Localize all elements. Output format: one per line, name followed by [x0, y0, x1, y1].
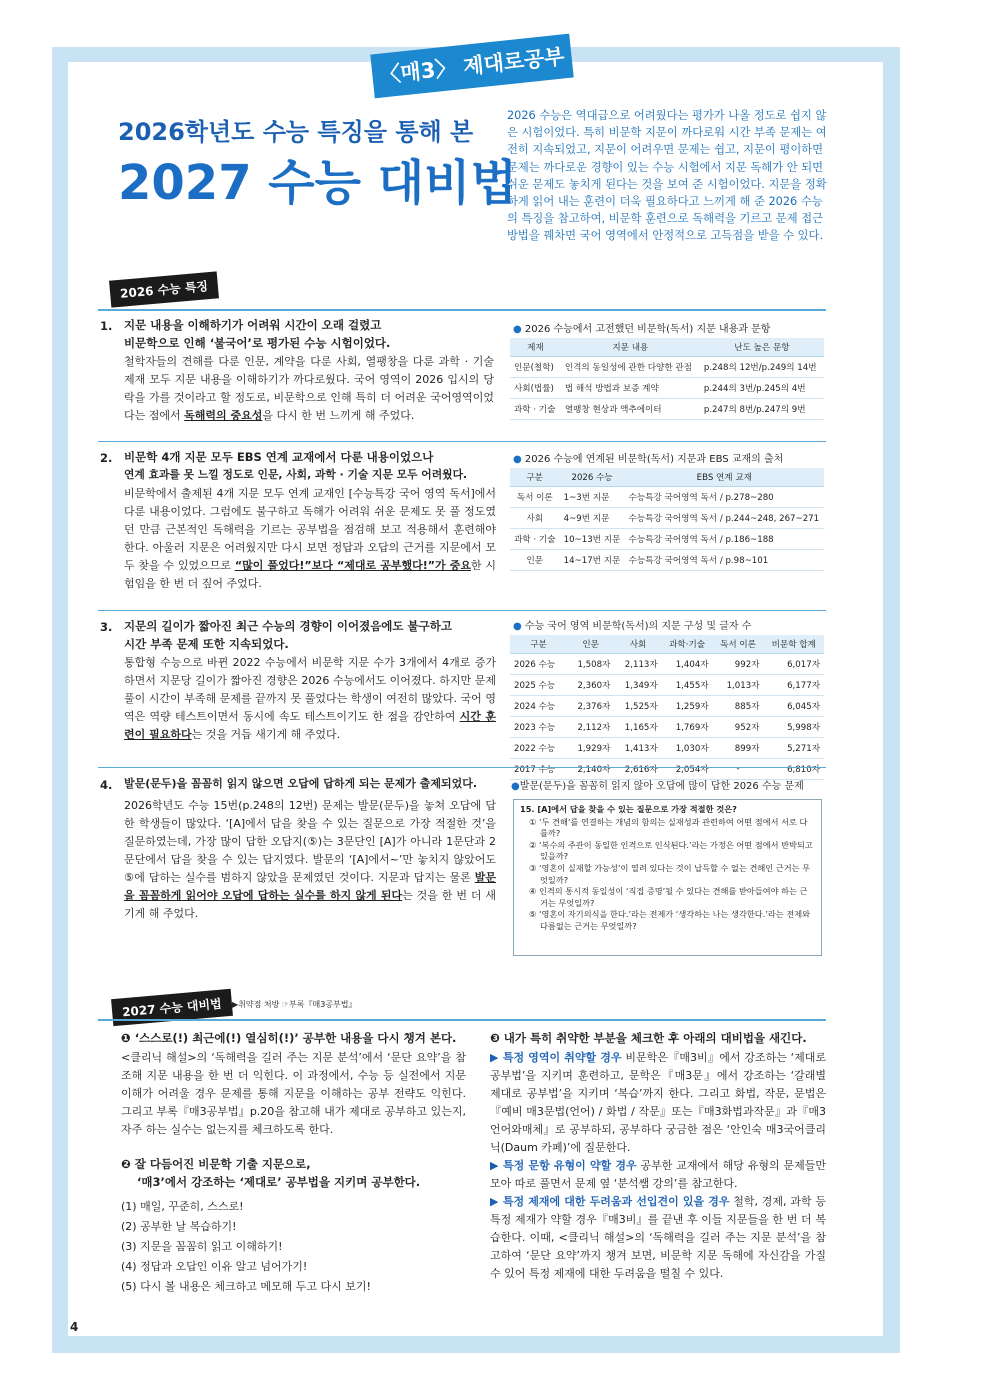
table-cell: 992자 — [713, 654, 764, 675]
table-cell: 14~17번 지문 — [560, 550, 625, 571]
table-row — [510, 399, 824, 420]
table-header: 사회 — [614, 635, 661, 654]
table-row — [510, 675, 824, 696]
caption-text: 발문(문두)을 꼼꼼히 읽지 않아 오답에 많이 답한 2026 수능 문제 — [519, 781, 804, 792]
table-cell: 6,045자 — [763, 696, 824, 717]
table-row — [510, 508, 824, 529]
divider — [98, 441, 826, 442]
body-text: 2026학년도 수능 15번(p.248의 12번) 문제는 발문(문두)을 놓쳐 오답에 답한 학생들이 많았다. ‘[A]에서 답을 찾을 수 있는 질문으로 가장 적절한 것’을 질문하였는데, 가장 많이 답한 오답지(⑤)는 3문단인 [A]가 아니라 1문단과 2문단에서 답을 찾을 수 있는 답지였다. 발문의 ‘[A]에서~’만 놓치지 않았어도 ⑤에 답하는 실수를 범하지 않았을 문제였던 것이다. 지문과 답지는 물론 — [124, 799, 496, 884]
table-header: 구분 — [510, 635, 567, 654]
table-header: 난도 높은 문항 — [700, 338, 824, 357]
point-number: 1. — [100, 319, 113, 333]
table-cell: 2,113자 — [614, 654, 661, 675]
body-emphasis: 독해력의 중요성 — [184, 409, 263, 422]
point-title — [124, 316, 494, 352]
point-title-line: 연계 효과를 못 느낄 정도로 인문, 사회, 과학 · 기술 지문 모두 어려웠다. — [124, 468, 468, 481]
body-text: 통합형 수능으로 바뀐 2022 수능에서 비문학 지문 수가 3개에서 4개로 증가하면서 지문당 길이가 짧아진 경향은 2026 수능에서도 이어졌다. 하지만 문제 풀이 시간이 부족해 문제를 끝까지 못 풀었다는 학생이 여전히 많았다. 국어 영역은 역량 테스트이면서 동시에 속도 테스트이기도 한 점을 감안하여 — [124, 656, 496, 723]
table-cell: 사회 — [510, 508, 560, 529]
list-item: (3) 지문을 꼼꼼히 읽고 이해하기! — [121, 1240, 283, 1253]
plan-item-heading: ❷ 잘 다듬어진 비문학 기출 지문으로, — [121, 1157, 311, 1171]
table-cell: 2,112자 — [567, 717, 614, 738]
table-cell: 독서 이론 — [510, 487, 560, 508]
section-label-features: 2026 수능 특징 — [109, 271, 219, 307]
caption-text: 수능 국어 영역 비문학(독서)의 지문 구성 및 글자 수 — [524, 621, 752, 632]
table-cell: 5,271자 — [763, 738, 824, 759]
table-cell: p.248의 12번/p.249의 14번 — [700, 357, 824, 378]
plan-item-body: 공부한 교재에서 해당 유형의 문제들만 모아 따로 풀면서 문제 옆 ‘분석쌤 강의’를 참고한다. — [490, 1159, 827, 1190]
table-cell: 2,140자 — [567, 759, 614, 780]
list-item: (4) 정답과 오답인 이유 알고 넘어가기! — [121, 1260, 308, 1273]
question-caption: ●발문(문두)을 꼼꼼히 읽지 않아 오답에 많이 답한 2026 수능 문제 — [511, 781, 804, 792]
answer-choice: ② ‘복수의 주관이 동일한 인격으로 인식된다.’라는 가정은 어떤 점에서 반박되고 있을까? — [529, 839, 813, 862]
table-cell: 2026 수능 — [510, 654, 567, 675]
answer-choice: ④ 인격의 통시적 동일성이 ‘직접 증명’될 수 있다는 견해를 받아들여야 하는 근거는 무엇일까? — [529, 886, 808, 908]
table-difficult-items — [510, 338, 824, 420]
plan-subheading: ▶ 특정 문항 유형이 약할 경우 — [490, 1159, 637, 1172]
plan-right-column — [490, 1029, 826, 1283]
table-cell: 1,030자 — [662, 738, 713, 759]
table-row — [510, 738, 824, 759]
table-cell: 과학 · 기술 — [510, 399, 561, 420]
point-number: 2. — [100, 451, 113, 465]
plan-item-body: <클리닉 해설>의 ‘독해력을 길러 주는 지문 분석’에서 ‘문단 요약’을 참조해 지문 내용을 한 번 더 익힌다. 이 과정에서, 수능 등 실전에서 지문 이해가 어려울 경우 문제를 통해 지문을 이해하는 공부 전략도 익힌다. 그리고 부록『매3공부법』p.20을 참고해 내가 제대로 공부하고 있는지, 자주 하는 실수는 없는지를 체크하도록 한다. — [121, 1051, 466, 1136]
table-header: 과학·기술 — [662, 635, 713, 654]
table-cell: 2,360자 — [567, 675, 614, 696]
table-caption: ● 2026 수능에서 고전했던 비문학(독서) 지문 내용과 문항 — [513, 324, 771, 335]
table-cell: 1,259자 — [662, 696, 713, 717]
table-row — [510, 550, 824, 571]
page-number: 4 — [70, 1320, 79, 1334]
plan-subheading: ▶ 특정 제재에 대한 두려움과 선입견이 있을 경우 — [490, 1195, 730, 1208]
table-cell: 1,013자 — [713, 675, 764, 696]
body-text: 는 것을 거듭 새기게 해 주었다. — [191, 728, 341, 741]
answer-choice: ① ‘두 견해’를 연결하는 개념의 함의는 실재성과 관련하여 어떤 점에서 서로 다를까? — [529, 816, 808, 839]
list-item: (5) 다시 볼 내용은 체크하고 메모해 두고 다시 보기! — [121, 1280, 371, 1293]
table-row — [510, 717, 824, 738]
table-cell: 1,165자 — [614, 717, 661, 738]
intro-paragraph: 2026 수능은 역대급으로 어려웠다는 평가가 나올 정도로 쉽지 않은 시험이었다. 특히 비문학 지문이 까다로워 시간 부족 문제는 여전히 지속되었고, 지문이 어려우면 문제는 쉽고, 지문이 평이하면 문제는 까다로운 경향이 있는 수능 시험에서 지문 독해가 안 되면 쉬운 문제도 놓치게 된다는 것을 보여 준 시험이었다. 지문을 정확하게 읽어 내는 훈련이 더욱 필요하다고 느끼게 해 준 2026 수능의 특징을 참고하여, 비문학 훈련으로 독해력을 기르고 문제 접근 방법을 꿰차면 국어 영역에서 안정적으로 고득점을 받을 수 있다. — [507, 109, 827, 243]
point-title-line: 지문의 길이가 짧아진 최근 수능의 경향이 이어졌음에도 불구하고 — [124, 619, 452, 633]
divider — [98, 767, 826, 768]
divider — [98, 1019, 826, 1021]
plan-item-body: 철학, 경제, 과학 등 특정 제재가 약할 경우『매3비』를 끝낸 후 이들 지문들을 한 번 더 복습한다. 이때, <클리닉 해설>의 ‘독해력을 길러 주는 지문 분석’을 참고하여 ‘문단 요약’까지 챙겨 보면, 비문학 지문 독해에 자신감을 가질 수 있어 특정 제재에 대한 두려움을 떨칠 수 있다. — [490, 1195, 826, 1280]
table-cell: 1,525자 — [614, 696, 661, 717]
table-cell: 인문(철학) — [510, 357, 561, 378]
table-cell: 1,455자 — [662, 675, 713, 696]
plan-item-heading: ❶ ‘스스로(!) 최근에(!) 열심히(!)’ 공부한 내용을 다시 챙겨 본다. — [121, 1031, 457, 1045]
point-title-line: 비문학 4개 지문 모두 EBS 연계 교재에서 다룬 내용이었으나 — [124, 450, 434, 464]
point-body — [124, 485, 496, 593]
table-row — [510, 487, 824, 508]
point-title — [124, 617, 496, 653]
table-cell: 2025 수능 — [510, 675, 567, 696]
appendix-note: ▶취약점 처방 ☞부록『매3공부법』 — [232, 1000, 357, 1009]
table-cell: 1,929자 — [567, 738, 614, 759]
table-cell: 열팽창 현상과 액추에이터 — [561, 399, 700, 420]
point-title-line: 지문 내용을 이해하기가 어려워 시간이 오래 걸렸고 — [124, 318, 382, 332]
table-cell: 수능특강 국어영역 독서 / p.244~248, 267~271 — [625, 508, 824, 529]
table-cell: 2,616자 — [614, 759, 661, 780]
answer-choice: ③ ‘영혼이 실재할 가능성’이 열려 있다는 것이 납득할 수 없는 견해인 근거는 무엇일까? — [529, 862, 811, 885]
table-cell: 2,054자 — [662, 759, 713, 780]
table-cell: 인문 — [510, 550, 560, 571]
table-cell: 인격의 동일성에 관한 다양한 관점 — [561, 357, 700, 378]
table-header: EBS 연계 교재 — [625, 468, 824, 487]
table-header: 인문 — [567, 635, 614, 654]
table-ebs-sources — [510, 468, 824, 571]
table-cell: 6,810자 — [763, 759, 824, 780]
table-cell: 1,413자 — [614, 738, 661, 759]
point-title — [124, 448, 496, 484]
table-cell: 6,017자 — [763, 654, 824, 675]
table-cell: 10~13번 지문 — [560, 529, 625, 550]
table-cell: p.244의 3번/p.245의 4번 — [700, 378, 824, 399]
body-text: 한 시험임을 한 번 더 짚어 주었다. — [124, 559, 497, 590]
point-title-line: 시간 부족 문제 또한 지속되었다. — [124, 637, 289, 651]
table-cell: 수능특강 국어영역 독서 / p.186~188 — [625, 529, 824, 550]
table-row — [510, 529, 824, 550]
table-header: 제재 — [510, 338, 561, 357]
table-cell: 4~9번 지문 — [560, 508, 625, 529]
table-header: 독서 이론 — [713, 635, 764, 654]
list-item: (2) 공부한 날 복습하기! — [121, 1220, 237, 1233]
body-text: 을 다시 한 번 느끼게 해 주었다. — [262, 409, 415, 422]
plan-item-heading: ‘매3’에서 강조하는 ‘제대로’ 공부법을 지키며 공부한다. — [137, 1175, 421, 1189]
title-line2: 2027 수능 대비법 — [118, 155, 517, 211]
table-cell: 5,998자 — [763, 717, 824, 738]
table-cell: 1,349자 — [614, 675, 661, 696]
table-cell: 1,404자 — [662, 654, 713, 675]
plan-item-heading: ❸ 내가 특히 취약한 부분을 체크한 후 아래의 대비법을 새긴다. — [490, 1031, 807, 1045]
body-text: 는 것을 한 번 더 새기게 해 주었다. — [124, 889, 496, 920]
answer-choice: ⑤ ‘영혼이 자기의식을 한다.’라는 전제가 ‘생각하는 나는 생각한다.’라는 전제와 다름없는 근거는 무엇일까? — [529, 909, 811, 931]
list-item: (1) 매일, 꾸준히, 스스로! — [121, 1200, 244, 1213]
section-label-plan: 2027 수능 대비법 — [111, 989, 233, 1026]
caption-text: 2026 수능에 연계된 비문학(독서) 지문과 EBS 교재의 출처 — [524, 454, 784, 465]
point-title-line: 비문학으로 인해 ‘불국어’로 평가된 수능 시험이었다. — [124, 336, 391, 350]
table-cell: p.247의 8번/p.247의 9번 — [700, 399, 824, 420]
point-number: 3. — [100, 620, 113, 634]
caption-text: 2026 수능에서 고전했던 비문학(독서) 지문 내용과 문항 — [524, 324, 771, 335]
table-header: 지문 내용 — [561, 338, 700, 357]
point-body — [124, 654, 496, 744]
table-caption: ● 2026 수능에 연계된 비문학(독서) 지문과 EBS 교재의 출처 — [513, 454, 784, 465]
table-cell: 사회(법률) — [510, 378, 561, 399]
point-number: 4. — [100, 778, 113, 792]
table-cell: 2024 수능 — [510, 696, 567, 717]
table-cell: 과학 · 기술 — [510, 529, 560, 550]
table-cell: 수능특강 국어영역 독서 / p.98~101 — [625, 550, 824, 571]
table-cell: 1,508자 — [567, 654, 614, 675]
table-cell: 수능특강 국어영역 독서 / p.278~280 — [625, 487, 824, 508]
exam-question-box — [513, 799, 822, 956]
table-row — [510, 378, 824, 399]
table-cell: - — [713, 759, 764, 780]
point-title-line: 발문(문두)을 꼼꼼히 읽지 않으면 오답에 답하게 되는 문제가 출제되었다. — [124, 777, 478, 790]
table-header: 비문학 합계 — [763, 635, 824, 654]
plan-subheading: ▶ 특정 영역이 취약할 경우 — [490, 1051, 622, 1064]
divider — [98, 610, 826, 611]
point-body — [124, 797, 496, 923]
body-emphasis: 발문을 꼼꼼하게 읽어야 오답에 답하는 실수를 하지 않게 된다 — [124, 871, 497, 902]
divider — [98, 309, 826, 311]
table-cell: 2023 수능 — [510, 717, 567, 738]
table-cell: 2017 수능 — [510, 759, 567, 780]
table-cell: 2,376자 — [567, 696, 614, 717]
point-body — [124, 353, 494, 425]
body-text: 비문학에서 출제된 4개 지문 모두 연계 교재인 [수능특강 국어 영역 독서]에서 다룬 내용이었다. 그럼에도 불구하고 독해가 어려워 쉬운 문제도 못 풀 정도였던 만큼 근본적인 독해력을 기르는 공부법을 점검해 보고 적용해서 훈련해야 한다. 아울러 지문은 어려웠지만 다시 보면 정답과 오답의 근거를 지문에서 모두 찾을 수 있었으므로 — [124, 487, 496, 572]
table-cell: 899자 — [713, 738, 764, 759]
title-line1: 2026학년도 수능 특징을 통해 본 — [118, 118, 474, 146]
table-row — [510, 654, 824, 675]
table-cell: 1~3번 지문 — [560, 487, 625, 508]
body-text: 철학자들의 견해를 다룬 인문, 계약을 다룬 사회, 열팽창을 다룬 과학 · 기술 제재 모두 지문 내용을 이해하기가 까다로웠다. 국어 영역이 2026 입시의 당락을 가를 것이라고 할 정도로, 비문학으로 인해 특히 더 어려운 국어영역이었다는 점에서 — [124, 355, 494, 422]
question-stem: 15. [A]에서 답을 찾을 수 있는 질문으로 가장 적절한 것은? — [520, 804, 737, 814]
body-emphasis: 시간 훈련이 필요하다 — [124, 710, 496, 741]
table-header: 구분 — [510, 468, 560, 487]
table-cell: 6,177자 — [763, 675, 824, 696]
table-row — [510, 696, 824, 717]
table-cell: 1,769자 — [662, 717, 713, 738]
plan-item-body: 비문학은『매3비』에서 강조하는 ‘제대로 공부법’을 지키며 훈련하고, 문학은『매3문』에서 강조하는 ‘갈래별 제대로 공부법’을 지키며 ‘복습’까지 한다. 그리고 화법, 작문, 문법은『예비 매3문법(언어) / 화법 / 작문』또는『매3화법과작문』과『매3언어와매체』로 공부하되, 공부하다 궁금한 점은 ‘안인숙 매3국어클리닉(Daum 카페)’에 질문한다. — [490, 1051, 826, 1154]
table-cell: 법 해석 방법과 보증 계약 — [561, 378, 700, 399]
body-emphasis: “많이 풀었다!”보다 “제대로 공부했다!”가 중요 — [234, 559, 471, 572]
point-title — [124, 775, 504, 793]
table-cell: 952자 — [713, 717, 764, 738]
table-header: 2026 수능 — [560, 468, 625, 487]
plan-left-column — [121, 1029, 466, 1297]
table-caption: ● 수능 국어 영역 비문학(독서)의 지문 구성 및 글자 수 — [513, 621, 752, 632]
table-text-length — [510, 635, 824, 780]
table-cell: 2022 수능 — [510, 738, 567, 759]
table-cell: 885자 — [713, 696, 764, 717]
series-tag: 〈매3〉 제대로공부법 — [370, 34, 574, 99]
table-row — [510, 357, 824, 378]
